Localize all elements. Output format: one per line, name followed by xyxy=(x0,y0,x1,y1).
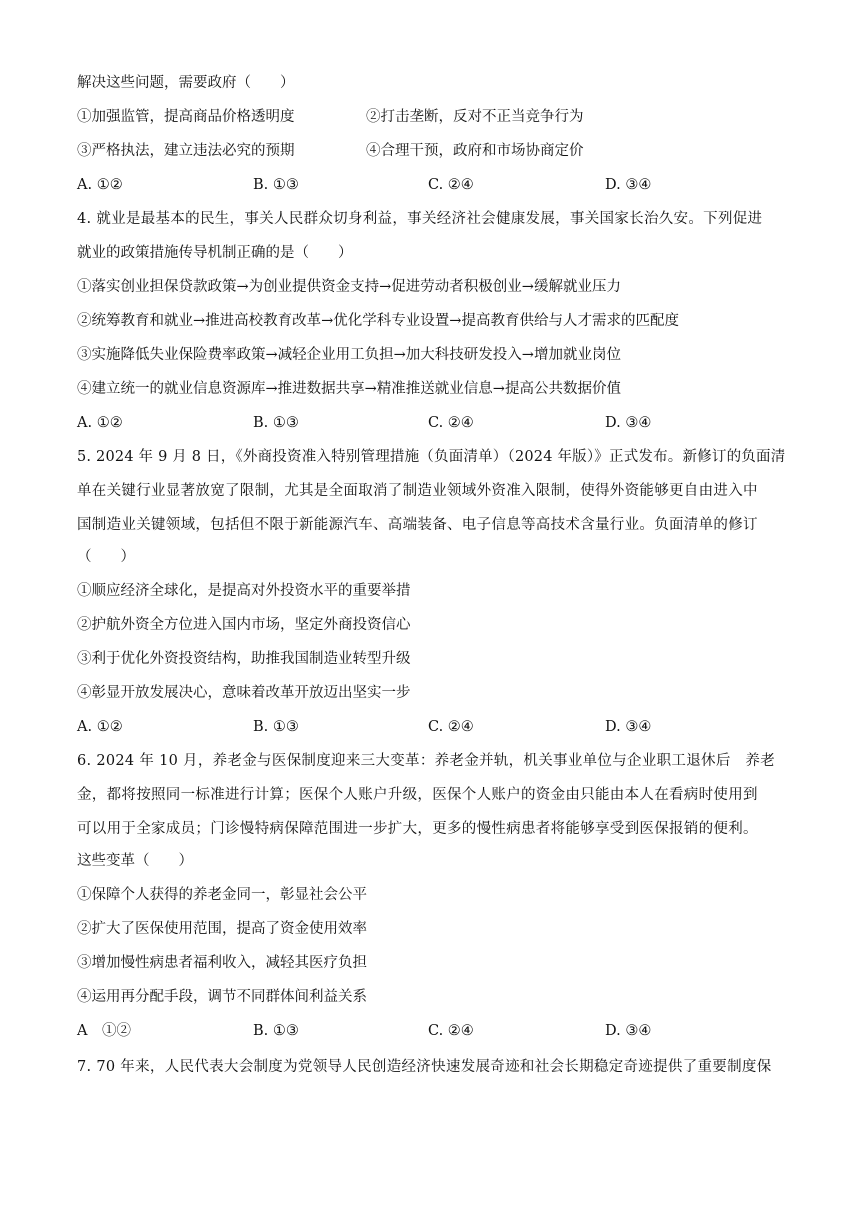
q5-statement-2: ②护航外资全方位进入国内市场，坚定外商投资信心 xyxy=(77,617,411,633)
q6-stem-line-4: 这些变革（ ） xyxy=(77,853,193,869)
q5-stem-line-2: 单在关键行业显著放宽了限制，尤其是全面取消了制造业领域外资准入限制，使得外资能够更自由进入中 xyxy=(77,483,758,499)
q6-stem-line-1: 6. 2024 年 10 月，养老金与医保制度迎来三大变革：养老金并轨，机关事业单位与企业职工退休后 养老 xyxy=(77,753,776,769)
q5-option-b[interactable]: B. ①③ xyxy=(253,719,299,735)
q5-statement-1: ①顺应经济全球化，是提高对外投资水平的重要举措 xyxy=(77,583,411,599)
q7-stem-line-1: 7. 70 年来，人民代表大会制度为党领导人民创造经济快速发展奇迹和社会长期稳定奇迹提供了重要制度保 xyxy=(77,1059,772,1075)
q6-option-a[interactable]: A ①② xyxy=(77,1023,131,1039)
q4-statement-1: ①落实创业担保贷款政策→为创业提供资金支持→促进劳动者积极创业→缓解就业压力 xyxy=(77,279,621,295)
q4-statement-3: ③实施降低失业保险费率政策→减轻企业用工负担→加大科技研发投入→增加就业岗位 xyxy=(77,347,621,363)
q6-statement-4: ④运用再分配手段，调节不同群体间利益关系 xyxy=(77,989,367,1005)
q6-option-d[interactable]: D. ③④ xyxy=(605,1023,652,1039)
q3-statement-4: ④合理干预，政府和市场协商定价 xyxy=(366,143,584,159)
q3-option-d[interactable]: D. ③④ xyxy=(605,177,652,193)
q5-stem-line-3: 国制造业关键领域，包括但不限于新能源汽车、高端装备、电子信息等高技术含量行业。负面清单的修订 xyxy=(77,517,758,533)
q5-option-a[interactable]: A. ①② xyxy=(77,719,123,735)
q5-option-c[interactable]: C. ②④ xyxy=(428,719,474,735)
q6-option-c[interactable]: C. ②④ xyxy=(428,1023,474,1039)
q4-option-b[interactable]: B. ①③ xyxy=(253,415,299,431)
q6-stem-line-2: 金，都将按照同一标准进行计算；医保个人账户升级，医保个人账户的资金由只能由本人在看病时使用到 xyxy=(77,787,758,803)
q6-option-b[interactable]: B. ①③ xyxy=(253,1023,299,1039)
q3-option-a[interactable]: A. ①② xyxy=(77,177,123,193)
q4-stem-line-1: 4. 就业是最基本的民生，事关人民群众切身利益，事关经济社会健康发展，事关国家长治久安。下列促进 xyxy=(77,211,763,227)
q4-stem-line-2: 就业的政策措施传导机制正确的是（ ） xyxy=(77,245,353,261)
q6-statement-2: ②扩大了医保使用范围，提高了资金使用效率 xyxy=(77,921,367,937)
q6-statement-1: ①保障个人获得的养老金同一，彰显社会公平 xyxy=(77,887,367,903)
q4-option-d[interactable]: D. ③④ xyxy=(605,415,652,431)
q3-statement-3: ③严格执法，建立违法必究的预期 xyxy=(77,143,295,159)
q3-option-b[interactable]: B. ①③ xyxy=(253,177,299,193)
q5-stem-line-4: （ ） xyxy=(77,549,135,565)
q5-statement-3: ③利于优化外资投资结构，助推我国制造业转型升级 xyxy=(77,651,411,667)
q4-option-a[interactable]: A. ①② xyxy=(77,415,123,431)
q6-stem-line-3: 可以用于全家成员；门诊慢特病保障范围进一步扩大，更多的慢性病患者将能够享受到医保报销的便利。 xyxy=(77,821,758,837)
q3-option-c[interactable]: C. ②④ xyxy=(428,177,474,193)
q3-statement-1: ①加强监管，提高商品价格透明度 xyxy=(77,109,295,125)
q4-statement-4: ④建立统一的就业信息资源库→推进数据共享→精准推送就业信息→提高公共数据价值 xyxy=(77,381,621,397)
q3-statement-2: ②打击垄断，反对不正当竞争行为 xyxy=(366,109,584,125)
q4-statement-2: ②统筹教育和就业→推进高校教育改革→优化学科专业设置→提高教育供给与人才需求的匹配度 xyxy=(77,313,679,329)
q3-stem-tail: 解决这些问题，需要政府（ ） xyxy=(77,75,295,91)
q4-option-c[interactable]: C. ②④ xyxy=(428,415,474,431)
q5-statement-4: ④彰显开放发展决心，意味着改革开放迈出坚实一步 xyxy=(77,685,411,701)
q6-statement-3: ③增加慢性病患者福利收入，减轻其医疗负担 xyxy=(77,955,367,971)
q5-stem-line-1: 5. 2024 年 9 月 8 日，《外商投资准入特别管理措施（负面清单）（2024 年版）》正式发布。新修订的负面清 xyxy=(77,449,786,465)
q5-option-d[interactable]: D. ③④ xyxy=(605,719,652,735)
